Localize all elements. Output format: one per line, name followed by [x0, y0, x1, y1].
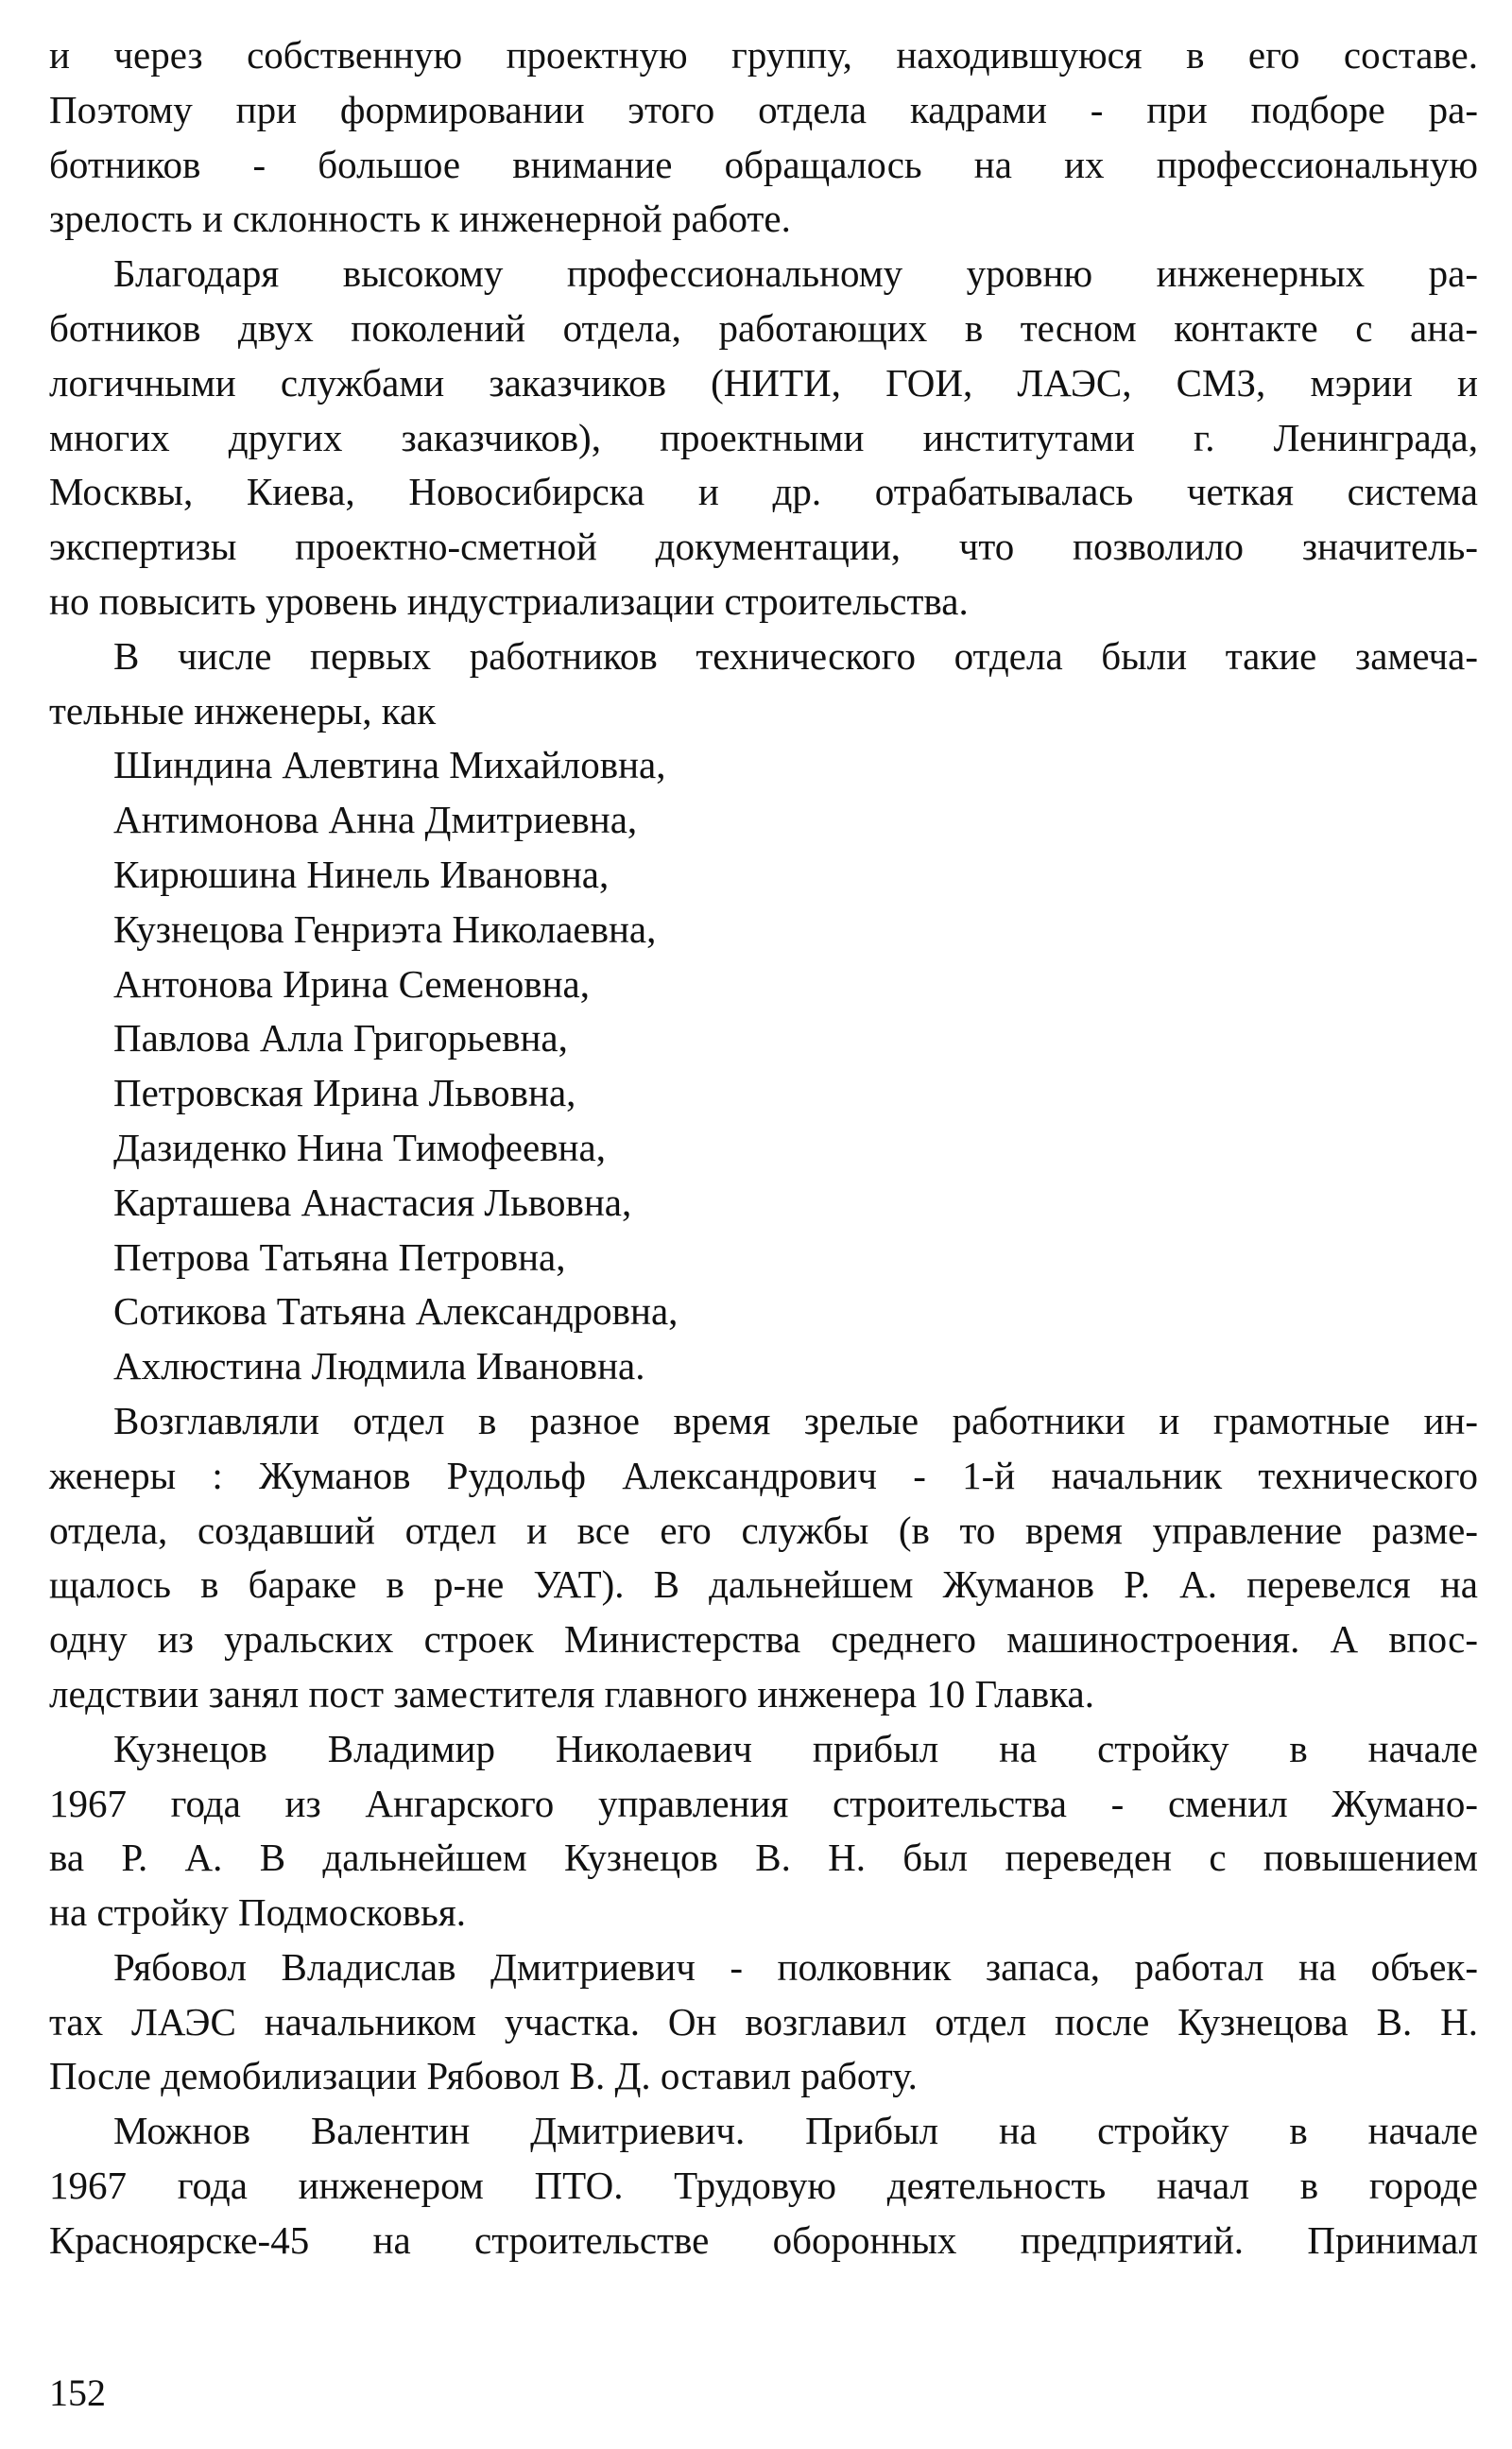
text-line: ва Р. А. В дальнейшем Кузнецов В. Н. был переведен с повышением	[49, 1836, 1478, 1880]
engineer-name: Дазиденко Нина Тимофеевна,	[113, 1125, 606, 1169]
text-line: ледствии занял пост заместителя главного инженера 10 Главка.	[49, 1671, 1094, 1716]
engineer-name: Павлова Алла Григорьевна,	[113, 1016, 568, 1061]
text-line: ботников - большое внимание обращалось на их профессиональную	[49, 142, 1478, 186]
text-line: 1967 года из Ангарского управления строительства - сменил Жумано-	[49, 1781, 1478, 1825]
text-line: отдела, создавший отдел и все его службы (в то время управление разме-	[49, 1508, 1478, 1552]
engineer-name: Ахлюстина Людмила Ивановна.	[113, 1344, 645, 1388]
text-line: тельные инженеры, как	[49, 688, 437, 733]
text-line: 1967 года инженером ПТО. Трудовую деятельность начал в городе	[49, 2164, 1478, 2208]
text-line: и через собственную проектную группу, находившуюся в его составе.	[49, 33, 1478, 77]
text-line: на стройку Подмосковья.	[49, 1890, 466, 1935]
text-line: щалось в бараке в р-не УАТ). В дальнейшем Жуманов Р. А. перевелся на	[49, 1562, 1478, 1607]
engineer-name: Петрова Татьяна Петровна,	[113, 1234, 566, 1279]
engineer-name: Карташева Анастасия Львовна,	[113, 1180, 632, 1224]
text-line: В числе первых работников технического отдела были такие замеча-	[113, 633, 1478, 678]
engineer-name: Сотикова Татьяна Александровна,	[113, 1289, 679, 1334]
text-line: После демобилизации Рябовол В. Д. оставил работу.	[49, 2054, 918, 2098]
text-line: Рябовол Владислав Дмитриевич - полковник запаса, работал на объек-	[113, 1944, 1478, 1989]
text-line: зрелость и склонность к инженерной работе.	[49, 197, 791, 241]
text-line: Можнов Валентин Дмитриевич. Прибыл на стройку в начале	[113, 2109, 1478, 2153]
text-line: экспертизы проектно-сметной документации, что позволило значитель-	[49, 525, 1478, 569]
engineer-name: Кузнецова Генриэта Николаевна,	[113, 906, 657, 951]
text-line: женеры : Жуманов Рудольф Александрович - 1-й начальник технического	[49, 1453, 1478, 1497]
text-line: Красноярске-45 на строительстве оборонных предприятий. Принимал	[49, 2217, 1478, 2262]
text-line: Москвы, Киева, Новосибирска и др. отрабатывалась четкая система	[49, 470, 1478, 514]
engineer-name: Кирюшина Нинель Ивановна,	[113, 852, 610, 896]
text-line: логичными службами заказчиков (НИТИ, ГОИ, ЛАЭС, СМЗ, мэрии и	[49, 360, 1478, 405]
text-line: одну из уральских строек Министерства среднего машиностроения. А впос-	[49, 1617, 1478, 1662]
engineer-name: Антонова Ирина Семеновна,	[113, 961, 590, 1006]
text-line: тах ЛАЭС начальником участка. Он возглавил отдел после Кузнецова В. Н.	[49, 1999, 1478, 2044]
engineer-name: Петровская Ирина Львовна,	[113, 1071, 576, 1115]
text-line: Возглавляли отдел в разное время зрелые работники и грамотные ин-	[113, 1398, 1478, 1442]
engineer-name: Антимонова Анна Дмитриевна,	[113, 798, 638, 842]
text-line: многих других заказчиков), проектными институтами г. Ленинграда,	[49, 415, 1478, 459]
engineer-name: Шиндина Алевтина Михайловна,	[113, 743, 666, 787]
text-line: Благодаря высокому профессиональному уровню инженерных ра-	[113, 251, 1478, 296]
text-line: Кузнецов Владимир Николаевич прибыл на стройку в начале	[113, 1726, 1478, 1770]
text-line: но повысить уровень индустриализации строительства.	[49, 578, 969, 623]
text-line: Поэтому при формировании этого отдела кадрами - при подборе ра-	[49, 87, 1478, 131]
text-line: ботников двух поколений отдела, работающих в тесном контакте с ана-	[49, 305, 1478, 350]
page-number: 152	[49, 2371, 106, 2414]
page-body	[49, 28, 1478, 2268]
